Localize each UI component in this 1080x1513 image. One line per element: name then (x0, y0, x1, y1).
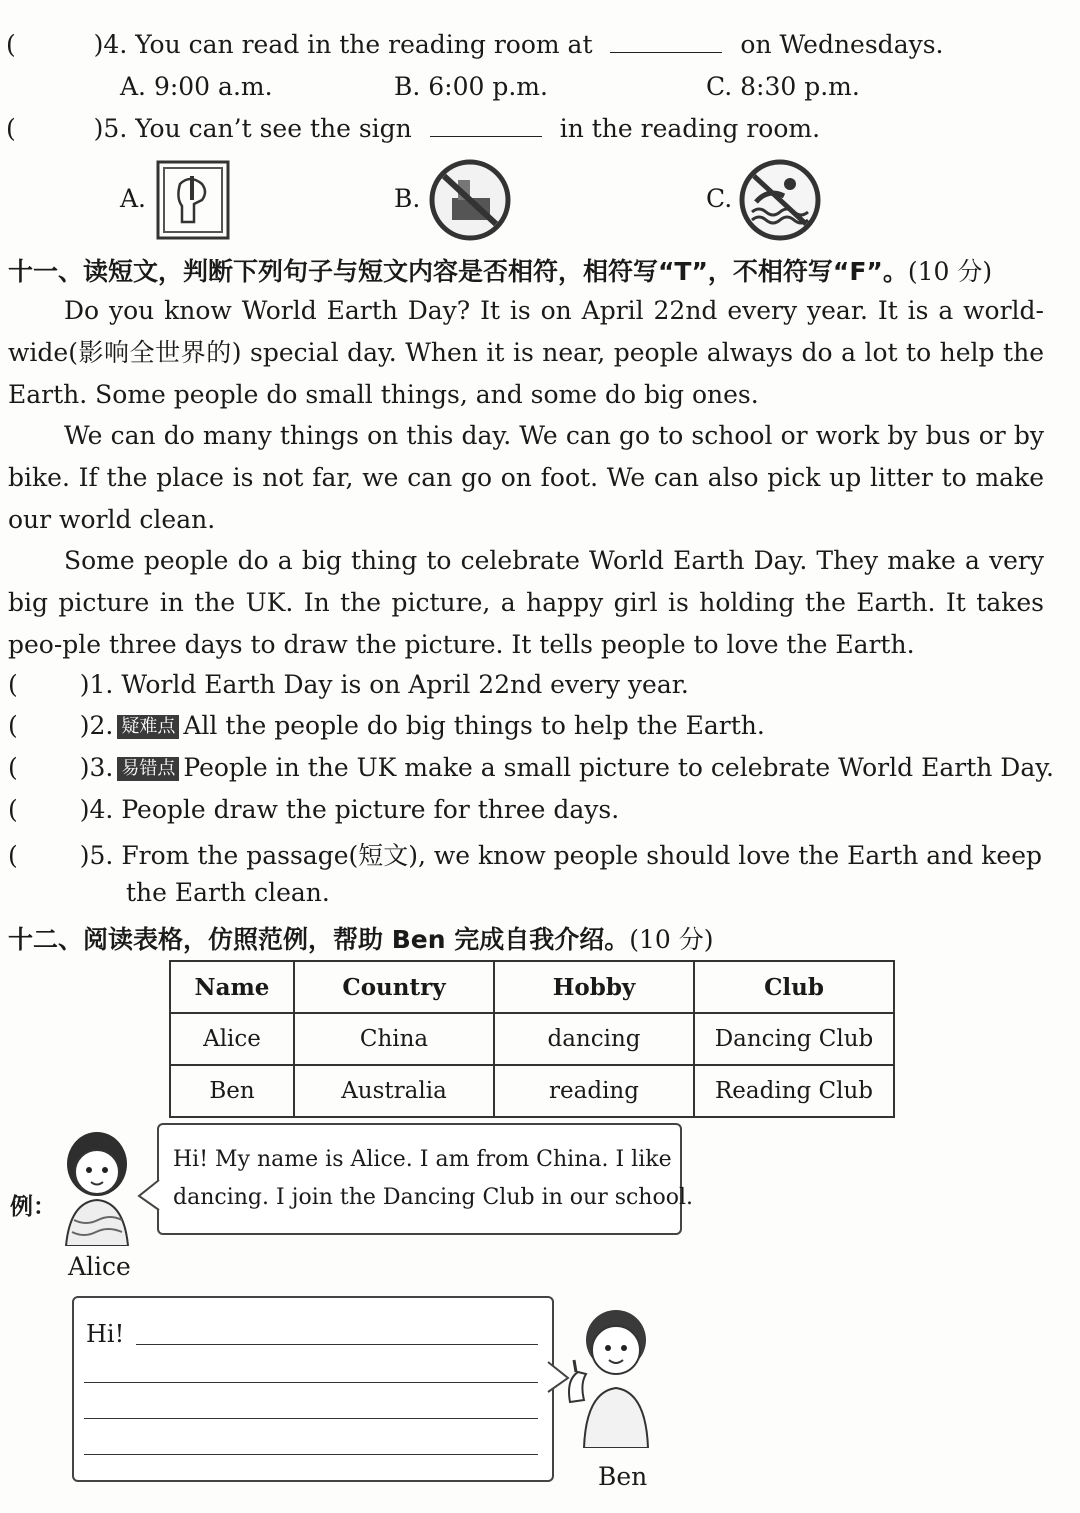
passage-paragraph-3: Some people do a big thing to celebrate World Earth Day. They make a very big picture in the UK. In the picture, a happy girl is holding the Earth. It takes peo-ple three days to draw the picture. It tells people to love the Earth. (8, 546, 1044, 659)
section-11-points: (10 分) (907, 257, 993, 286)
answer-paren-open[interactable]: ( (8, 795, 18, 824)
table-cell: Alice (170, 1013, 294, 1065)
bubble-pointer-left (137, 1178, 161, 1212)
question-5-blank[interactable] (430, 116, 542, 137)
answer-paren-open[interactable]: ( (8, 753, 18, 782)
tf-question-2: ( )2. 疑难点 All the people do big things to help the Earth. (8, 711, 765, 740)
example-label: 例： (10, 1194, 56, 1220)
ben-name-label: Ben (598, 1462, 648, 1491)
question-5-text: )5. You can’t see the sign (93, 114, 412, 143)
passage-paragraph-2: We can do many things on this day. We can go to school or work by bus or by bike. If the place is not far, we can go on foot. We can also pick up litter to make our world clean. (8, 421, 1044, 534)
table-header-cell: Name (170, 961, 294, 1013)
question-4-blank[interactable] (610, 32, 722, 53)
table-row (170, 1065, 894, 1117)
table-header-cell: Club (694, 961, 894, 1013)
section-12-title: 十二、阅读表格，仿照范例，帮助 Ben 完成自我介绍。(10 分) (8, 925, 714, 954)
question-4-text-after: on Wednesdays. (740, 30, 944, 59)
table-cell: dancing (494, 1013, 694, 1065)
example-line-2: dancing. I join the Dancing Club in our school. (173, 1185, 693, 1210)
table-cell: China (294, 1013, 494, 1065)
tf-question-5-text: From the passage(短文), we know people should love the Earth and keep (121, 841, 1042, 870)
tf-question-5-cont: the Earth clean. (126, 878, 330, 907)
quiet-sign-icon[interactable] (156, 160, 230, 240)
table-header-row (170, 961, 894, 1013)
table-header-cell: Hobby (494, 961, 694, 1013)
answer-line-2[interactable] (84, 1382, 538, 1383)
answer-paren-open[interactable]: ( (8, 670, 18, 699)
q5-option-a-label[interactable]: A. (120, 184, 147, 213)
table-cell: Ben (170, 1065, 294, 1117)
answer-line-3[interactable] (84, 1418, 538, 1419)
example-speech-bubble (157, 1123, 693, 1235)
question-4 (6, 30, 944, 59)
tf-question-1-text: World Earth Day is on April 22nd every year. (121, 670, 689, 699)
table-cell: Reading Club (694, 1065, 894, 1117)
question-5-text-after: in the reading room. (559, 114, 821, 143)
answer-line-4[interactable] (84, 1454, 538, 1455)
tf-question-4-text: People draw the picture for three days. (121, 795, 620, 824)
passage-paragraph-1: Do you know World Earth Day? It is on April 22nd every year. It is a world-wide(影响全世界的) special day. When it is near, people always do a lot to help the Earth. Some people do small things, and some do big ones. (8, 296, 1044, 409)
answer-paren-open: ( (6, 30, 16, 59)
table-header-cell: Country (294, 961, 494, 1013)
alice-avatar-icon (52, 1128, 142, 1246)
table-cell: Dancing Club (694, 1013, 894, 1065)
no-swimming-sign-icon[interactable] (738, 158, 822, 242)
q4-option-b[interactable]: B. 6:00 p.m. (394, 72, 548, 101)
tf-question-5: ( )5. From the passage(短文), we know people should love the Earth and keep (8, 841, 1042, 870)
answer-line-1[interactable] (136, 1344, 538, 1345)
table-cell: reading (494, 1065, 694, 1117)
q4-option-c[interactable]: C. 8:30 p.m. (706, 72, 860, 101)
no-food-sign-icon[interactable] (428, 158, 512, 242)
alice-name-label: Alice (68, 1252, 131, 1281)
tf-question-4: ( )4. People draw the picture for three days. (8, 795, 620, 824)
example-line-1: Hi! My name is Alice. I am from China. I like (173, 1147, 672, 1172)
difficulty-tag: 疑难点 (117, 715, 179, 739)
question-5 (6, 114, 820, 143)
section-12-points: (10 分) (629, 925, 714, 954)
answer-paren-open[interactable]: ( (8, 711, 18, 740)
section-11-title: 十一、读短文，判断下列句子与短文内容是否相符，相符写“T”，不相符写“F”。(10 分) (8, 257, 993, 286)
tf-question-2-text: All the people do big things to help the Earth. (183, 711, 765, 740)
q5-option-b-label[interactable]: B. (394, 184, 421, 213)
answer-speech-bubble[interactable] (72, 1296, 554, 1482)
question-4-text: )4. You can read in the reading room at (93, 30, 593, 59)
q5-option-c-label[interactable]: C. (706, 184, 733, 213)
tf-question-3: ( )3. 易错点 People in the UK make a small picture to celebrate World Earth Day. (8, 753, 1054, 782)
tf-question-3-text: People in the UK make a small picture to celebrate World Earth Day. (183, 753, 1054, 782)
table-cell: Australia (294, 1065, 494, 1117)
ben-avatar-icon (554, 1298, 664, 1448)
table-row (170, 1013, 894, 1065)
info-table (169, 960, 895, 1118)
answer-paren-open: ( (6, 114, 16, 143)
tf-question-1: ( )1. World Earth Day is on April 22nd every year. (8, 670, 689, 699)
q4-option-a[interactable]: A. 9:00 a.m. (120, 72, 273, 101)
error-prone-tag: 易错点 (117, 757, 179, 781)
answer-hi: Hi! (86, 1320, 125, 1348)
answer-paren-open[interactable]: ( (8, 841, 18, 870)
